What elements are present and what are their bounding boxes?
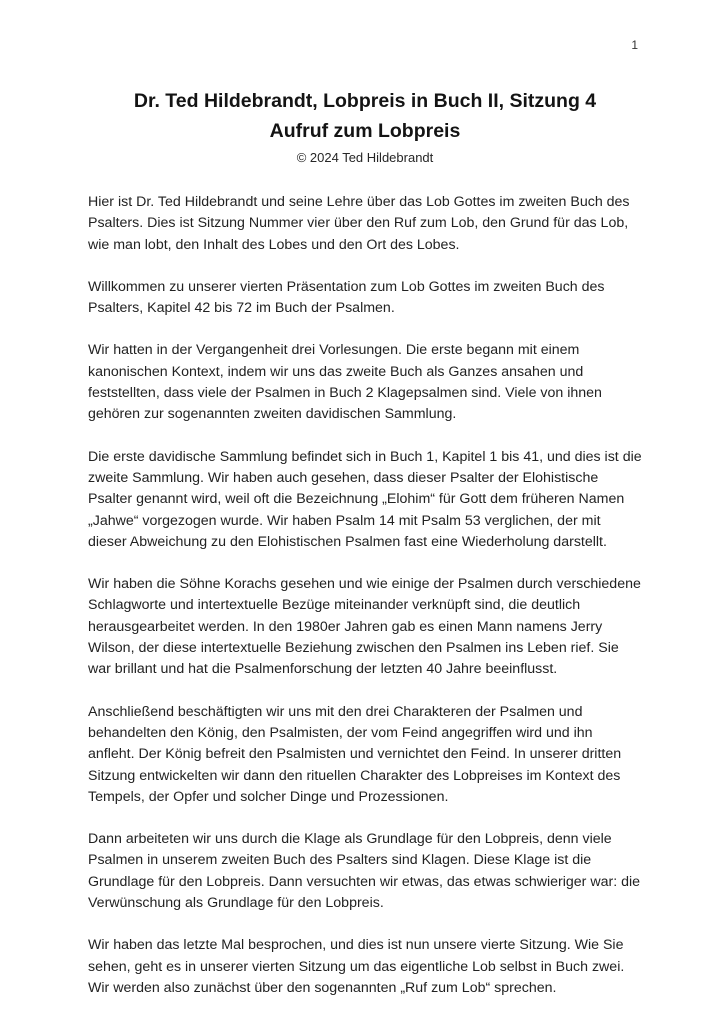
title-line-2: Aufruf zum Lobpreis [269, 120, 461, 142]
paragraph: Dann arbeiteten wir uns durch die Klage als Grundlage für den Lobpreis, denn viele Psalmen in unserem zweiten Buch des Psalters sind Klagen. Diese Klage ist die Grundlage für den Lobpreis. Dann versuchten wir etwas, das etwas schwieriger war: die Verwünschung als Grundlage für den Lobpreis. [88, 831, 641, 912]
body-paragraphs [88, 192, 642, 999]
paragraph: Wir haben das letzte Mal besprochen, und dies ist nun unsere vierte Sitzung. Wie Sie sehen, geht es in unserer vierten Sitzung um das eigentliche Lob selbst in Buch zwei. Wir werden also zunächst über den sogenannten „Ruf zum Lob“ sprechen. [88, 937, 625, 996]
copyright-line: © 2024 Ted Hildebrandt [296, 150, 434, 165]
paragraph: Wir hatten in der Vergangenheit drei Vorlesungen. Die erste begann mit einem kanonischen Kontext, indem wir uns das zweite Buch als Ganzes ansahen und feststellten, dass viele der Psalmen in Buch 2 Klagepsalmen sind. Viele von ihnen gehören zur sogenannten zweiten davidischen Sammlung. [88, 342, 602, 423]
page-number: 1 [631, 38, 638, 52]
document-content [88, 0, 642, 1020]
paragraph: Hier ist Dr. Ted Hildebrandt und seine Lehre über das Lob Gottes im zweiten Buch des Psalters. Dies ist Sitzung Nummer vier über den Ruf zum Lob, den Grund für das Lob, wie man lobt, den Inhalt des Lobes und den Ort des Lobes. [88, 194, 630, 253]
paragraph: Anschließend beschäftigten wir uns mit den drei Charakteren der Psalmen und behandelten den König, den Psalmisten, der vom Feind angegriffen wird und ihn anfleht. Der König befreit den Psalmisten und vernichtet den Feind. In unserer dritten Sitzung entwickelten wir dann den rituellen Charakter des Lobpreises im Kontext des Tempels, der Opfer und solcher Dinge und Prozessionen. [88, 703, 622, 805]
title-line-1: Dr. Ted Hildebrandt, Lobpreis in Buch II, Sitzung 4 [133, 90, 597, 112]
document-title [88, 86, 642, 167]
paragraph: Die erste davidische Sammlung befindet sich in Buch 1, Kapitel 1 bis 41, und dies ist die zweite Sammlung. Wir haben auch gesehen, dass dieser Psalter der Elohistische Psalter genannt wird, weil oft die Bezeichnung „Elohim“ für Gott dem früheren Namen „Jahwe“ vorgezogen wurde. Wir haben Psalm 14 mit Psalm 53 verglichen, der mit dieser Abweichung zu den Elohistischen Psalmen fast eine Wiederholung darstellt. [88, 448, 642, 550]
paragraph: Wir haben die Söhne Korachs gesehen und wie einige der Psalmen durch verschiedene Schlagworte und intertextuelle Bezüge miteinander verknüpft sind, die deutlich herausgearbeitet werden. In den 1980er Jahren gab es einen Mann namens Jerry Wilson, der diese intertextuelle Beziehung zwischen den Psalmen ins Leben rief. Sie war brillant und hat die Psalmenforschung der letzten 40 Jahre beeinflusst. [88, 576, 641, 678]
paragraph: Willkommen zu unserer vierten Präsentation zum Lob Gottes im zweiten Buch des Psalters, Kapitel 42 bis 72 im Buch der Psalmen. [88, 278, 605, 317]
